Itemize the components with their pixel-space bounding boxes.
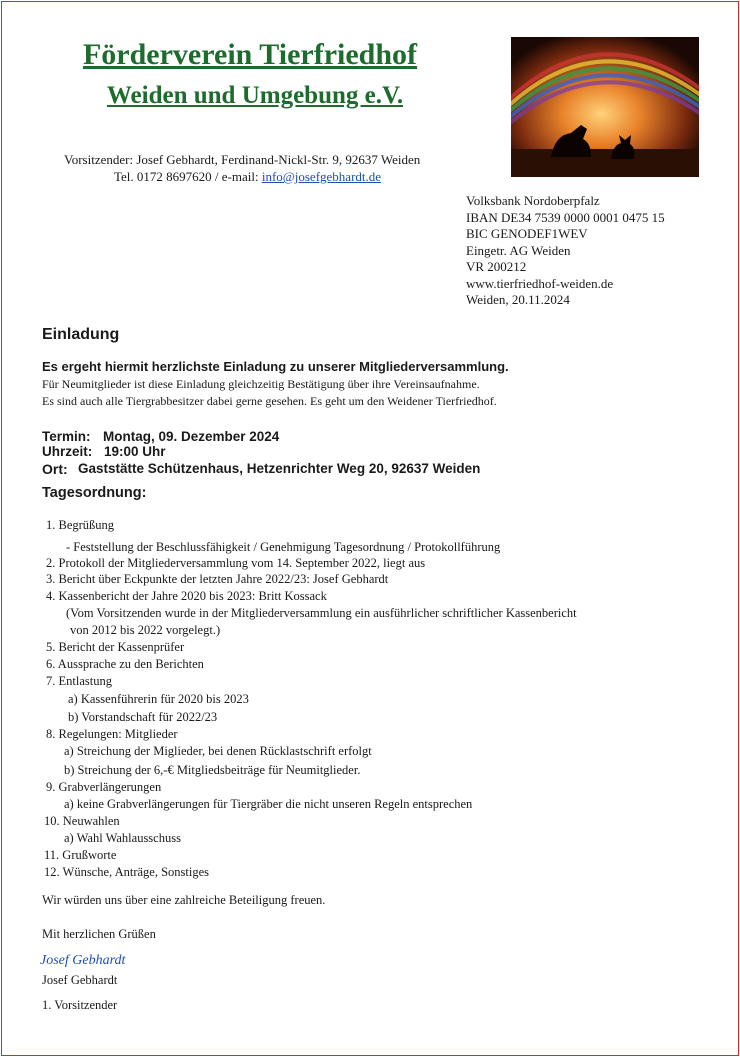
phone-text: Tel. 0172 8697620 / e-mail: xyxy=(114,169,262,184)
bank-line: BIC GENODEF1WEV xyxy=(466,226,588,241)
agenda-item: von 2012 bis 2022 vorgelegt.) xyxy=(70,623,221,637)
uhrzeit-value: 19:00 Uhr xyxy=(104,444,166,459)
bank-line: VR 200212 xyxy=(466,259,527,274)
bank-line: IBAN DE34 7539 0000 0001 0475 15 xyxy=(466,209,665,225)
invitation-heading: Einladung xyxy=(42,326,120,343)
agenda-item: a) Streichung der Miglieder, bei denen Rücklastschrift erfolgt xyxy=(64,744,372,758)
signer-name: Josef Gebhardt xyxy=(42,973,118,987)
chair-address: Vorsitzender: Josef Gebhardt, Ferdinand-Nickl-Str. 9, 92637 Weiden xyxy=(64,152,421,167)
agenda-item: 5. Bericht der Kassenprüfer xyxy=(46,640,185,654)
agenda-item: 11. Grußworte xyxy=(44,848,117,862)
email-link[interactable]: info@josefgebhardt.de xyxy=(261,169,382,184)
uhrzeit-label: Uhrzeit: xyxy=(42,444,93,459)
agenda-item: (Vom Vorsitzenden wurde in der Mitgliederversammlung ein ausführlicher schriftlicher Kassenbericht xyxy=(66,606,577,620)
agenda-item: 4. Kassenbericht der Jahre 2020 bis 2023: Britt Kossack xyxy=(46,589,327,603)
agenda-item: - Feststellung der Beschlussfähigkeit / Genehmigung Tagesordnung / Protokollführung xyxy=(66,540,501,554)
signer-role: 1. Vorsitzender xyxy=(42,998,118,1012)
agenda-item: 2. Protokoll der Mitgliederversammlung vom 14. September 2022, liegt aus xyxy=(46,556,426,570)
agenda-item: 1. Begrüßung xyxy=(46,518,115,532)
letter-date: Weiden, 20.11.2024 xyxy=(466,292,570,307)
agenda-item: b) Streichung der 6,-€ Mitgliedsbeiträge für Neumitglieder. xyxy=(64,763,361,777)
agenda-item: 9. Grabverlängerungen xyxy=(46,780,162,794)
invitation-text-line: Für Neumitglieder ist diese Einladung gleichzeitig Bestätigung über ihre Vereinsaufnahme. xyxy=(42,377,480,391)
agenda-item: 8. Regelungen: Mitglieder xyxy=(46,727,178,741)
agenda-item: a) keine Grabverlängerungen für Tiergräber die nicht unseren Regeln entsprechen xyxy=(64,797,473,811)
agenda-item: 10. Neuwahlen xyxy=(44,814,120,828)
bank-line: Volksbank Nordoberpfalz xyxy=(466,193,600,208)
bank-line[interactable]: www.tierfriedhof-weiden.de xyxy=(466,275,614,291)
greeting: Mit herzlichen Grüßen xyxy=(42,927,156,941)
handwritten-signature: Josef Gebhardt xyxy=(40,953,126,968)
agenda-item: b) Vorstandschaft für 2022/23 xyxy=(68,710,218,724)
bank-line: Eingetr. AG Weiden xyxy=(466,242,571,258)
agenda-item: a) Kassenführerin für 2020 bis 2023 xyxy=(68,692,249,706)
termin-value: Montag, 09. Dezember 2024 xyxy=(103,429,280,444)
contact-line xyxy=(114,169,381,185)
invitation-intro: Es ergeht hiermit herzlichste Einladung zu unserer Mitgliederversammlung. xyxy=(42,359,509,374)
pet-memorial-image xyxy=(511,37,699,177)
termin-label: Termin: xyxy=(42,429,91,444)
participation-note: Wir würden uns über eine zahlreiche Beteiligung freuen. xyxy=(42,893,326,907)
ort-label: Ort: xyxy=(42,461,68,477)
ort-value: Gaststätte Schützenhaus, Hetzenrichter Weg 20, 92637 Weiden xyxy=(78,461,481,476)
agenda-item: 3. Bericht über Eckpunkte der letzten Jahre 2022/23: Josef Gebhardt xyxy=(46,572,389,586)
bank-details xyxy=(466,193,665,309)
org-title-line2: Weiden und Umgebung e.V. xyxy=(106,82,404,109)
agenda-item: a) Wahl Wahlausschuss xyxy=(64,831,181,845)
agenda-item: 12. Wünsche, Anträge, Sonstiges xyxy=(44,865,210,879)
org-title-line1: Förderverein Tierfriedhof xyxy=(82,38,418,71)
agenda-heading: Tagesordnung: xyxy=(42,485,147,501)
invitation-text-line: Es sind auch alle Tiergrabbesitzer dabei gerne gesehen. Es geht um den Weidener Tierfriedhof. xyxy=(42,394,497,408)
agenda-item: 6. Aussprache zu den Berichten xyxy=(46,657,204,671)
agenda-item: 7. Entlastung xyxy=(46,674,112,688)
